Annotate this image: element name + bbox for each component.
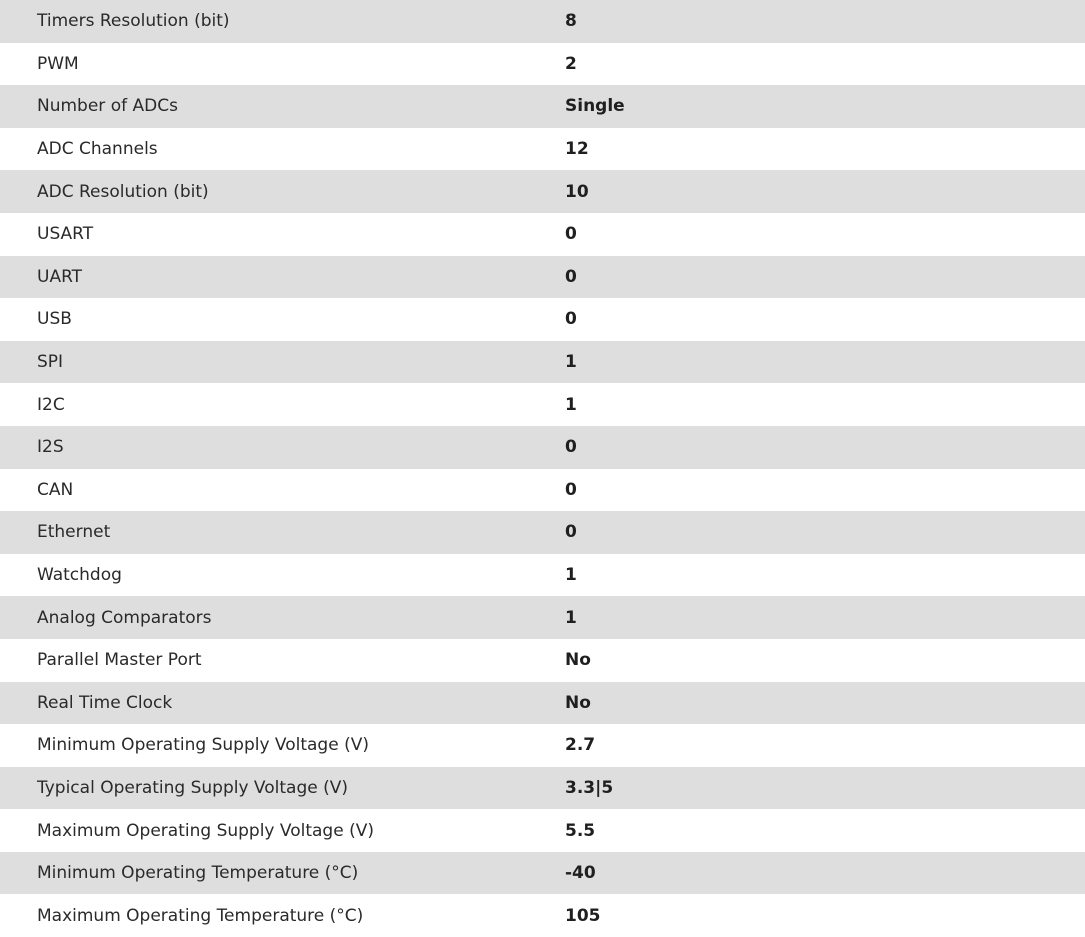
spec-value: 0 <box>565 479 577 500</box>
spec-value: 2.7 <box>565 735 596 756</box>
spec-label: PWM <box>37 53 79 74</box>
spec-label: Minimum Operating Temperature (°C) <box>37 863 359 884</box>
spec-row-min-supply-voltage <box>0 724 1085 767</box>
spec-value: 5.5 <box>565 820 596 841</box>
spec-row-usb <box>0 298 1085 341</box>
spec-row-pwm <box>0 43 1085 86</box>
spec-label: Typical Operating Supply Voltage (V) <box>37 777 348 798</box>
spec-row-analog-comparators <box>0 596 1085 639</box>
spec-label: Maximum Operating Supply Voltage (V) <box>37 820 374 841</box>
spec-label: I2S <box>37 437 64 458</box>
spec-row-timers-resolution <box>0 0 1085 43</box>
spec-label: ADC Resolution (bit) <box>37 181 209 202</box>
spec-label: UART <box>37 266 83 287</box>
spec-row-uart <box>0 256 1085 299</box>
spec-label: CAN <box>37 479 74 500</box>
spec-value: 0 <box>565 309 577 330</box>
spec-label: Ethernet <box>37 522 111 543</box>
spec-row-real-time-clock <box>0 682 1085 725</box>
spec-row-usart <box>0 213 1085 256</box>
spec-value: 0 <box>565 266 577 287</box>
spec-label: Analog Comparators <box>37 607 212 628</box>
spec-row-can <box>0 469 1085 512</box>
spec-value: 1 <box>565 607 577 628</box>
spec-label: USART <box>37 224 94 245</box>
spec-row-max-operating-temperature <box>0 894 1085 937</box>
spec-row-watchdog <box>0 554 1085 597</box>
spec-value: -40 <box>565 863 596 884</box>
spec-row-i2s <box>0 426 1085 469</box>
spec-label: SPI <box>37 352 64 373</box>
spec-row-adc-channels <box>0 128 1085 171</box>
spec-label: I2C <box>37 394 65 415</box>
spec-row-i2c <box>0 383 1085 426</box>
spec-value: 2 <box>565 53 577 74</box>
spec-row-adc-resolution <box>0 170 1085 213</box>
spec-label: Parallel Master Port <box>37 650 202 671</box>
spec-value: 1 <box>565 565 577 586</box>
spec-row-number-of-adcs <box>0 85 1085 128</box>
spec-label: USB <box>37 309 72 330</box>
spec-row-ethernet <box>0 511 1085 554</box>
spec-row-parallel-master-port <box>0 639 1085 682</box>
spec-value: 10 <box>565 181 589 202</box>
spec-label: ADC Channels <box>37 139 158 160</box>
spec-value: 0 <box>565 437 577 458</box>
spec-value: 12 <box>565 139 589 160</box>
spec-value: No <box>565 692 591 713</box>
spec-label: Maximum Operating Temperature (°C) <box>37 905 364 926</box>
spec-label: Minimum Operating Supply Voltage (V) <box>37 735 369 756</box>
spec-value: 105 <box>565 905 601 926</box>
spec-value: 8 <box>565 11 577 32</box>
spec-row-spi <box>0 341 1085 384</box>
spec-row-max-supply-voltage <box>0 809 1085 852</box>
spec-label: Number of ADCs <box>37 96 178 117</box>
spec-row-typical-supply-voltage <box>0 767 1085 810</box>
spec-value: 1 <box>565 394 577 415</box>
spec-label: Timers Resolution (bit) <box>37 11 230 32</box>
spec-value: 0 <box>565 522 577 543</box>
spec-row-min-operating-temperature <box>0 852 1085 895</box>
spec-value: No <box>565 650 591 671</box>
spec-value: 0 <box>565 224 577 245</box>
spec-value: 3.3|5 <box>565 777 614 798</box>
spec-label: Watchdog <box>37 565 122 586</box>
spec-label: Real Time Clock <box>37 692 173 713</box>
spec-value: 1 <box>565 352 577 373</box>
spec-value: Single <box>565 96 625 117</box>
